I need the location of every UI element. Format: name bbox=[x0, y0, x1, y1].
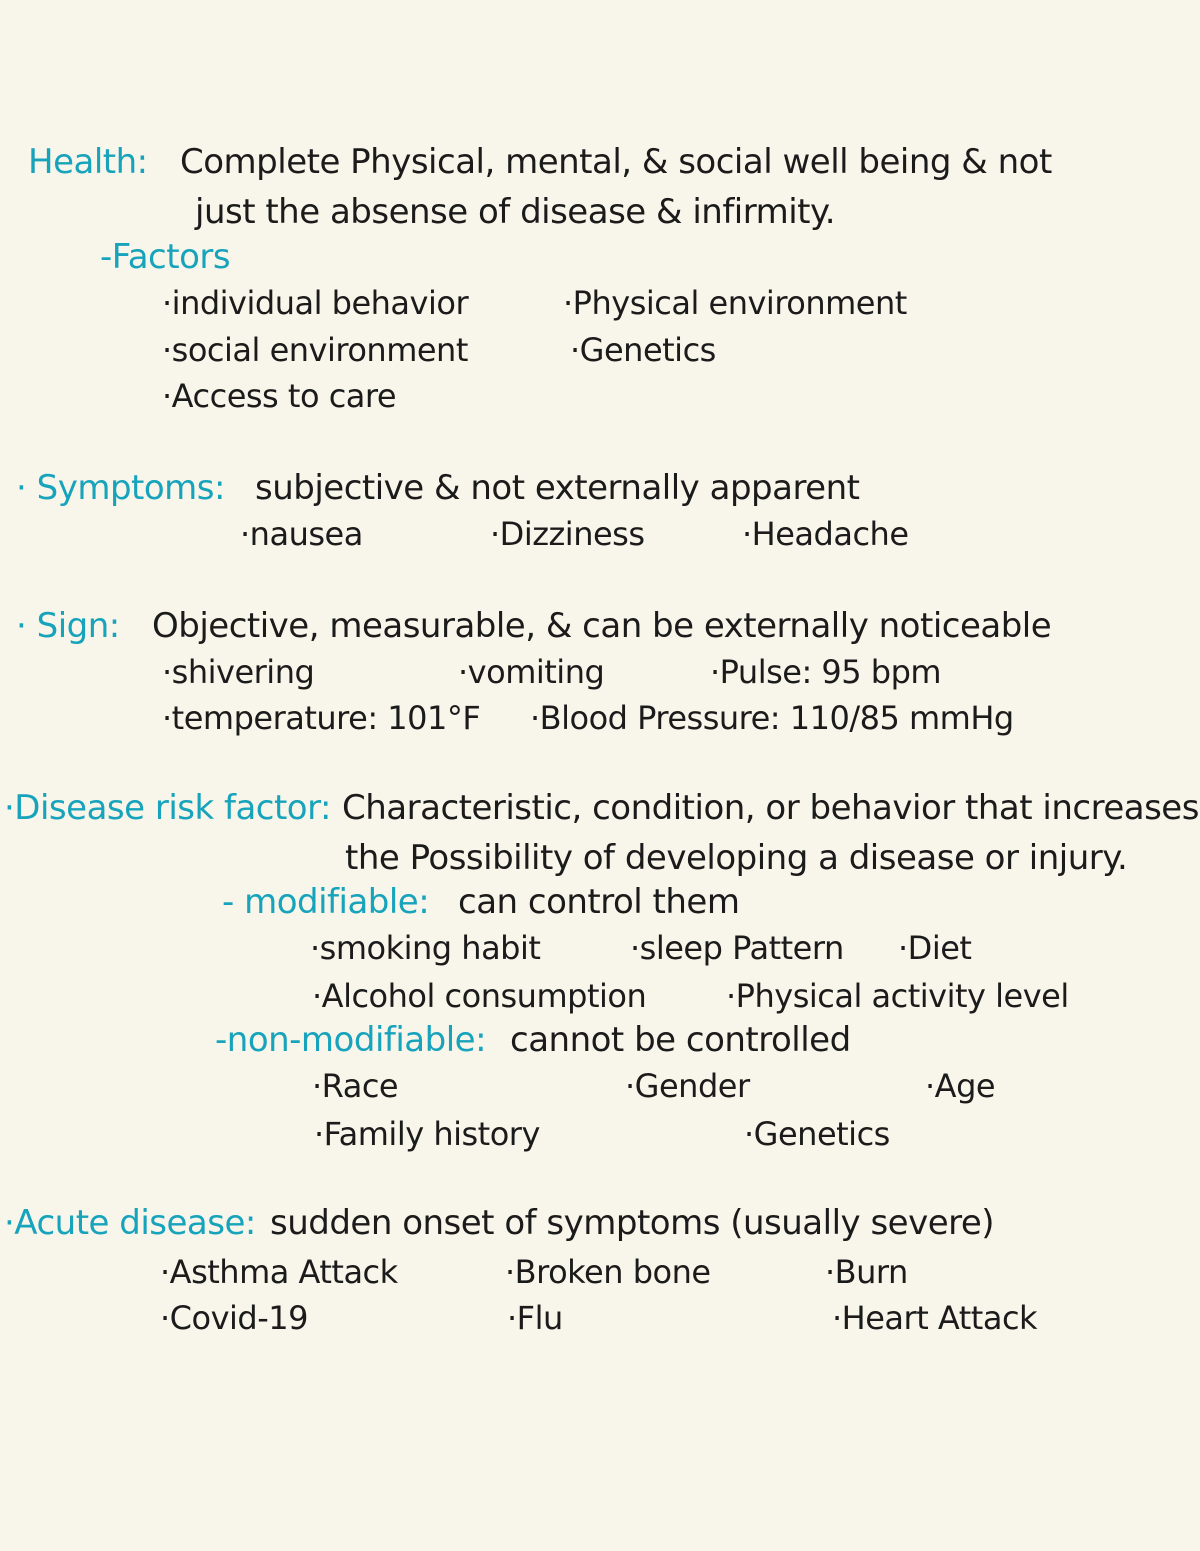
health-factor-item: ·Access to care bbox=[162, 377, 397, 415]
health-factor-item: ·social environment bbox=[162, 331, 468, 369]
health-definition-line1: Complete Physical, mental, & social well being & not bbox=[180, 142, 1052, 182]
sign-example: ·temperature: 101°F bbox=[162, 699, 481, 737]
modifiable-example: ·Alcohol consumption bbox=[312, 977, 647, 1015]
sign-example: ·vomiting bbox=[458, 653, 605, 691]
acute-disease-example: ·Burn bbox=[825, 1253, 908, 1291]
non-modifiable-example: ·Gender bbox=[625, 1067, 750, 1105]
symptom-example: ·nausea bbox=[240, 515, 363, 553]
non-modifiable-label: -non-modifiable: bbox=[215, 1020, 487, 1060]
acute-disease-example: ·Asthma Attack bbox=[160, 1253, 398, 1291]
sign-example: ·Pulse: 95 bpm bbox=[710, 653, 942, 691]
acute-disease-term: ·Acute disease: bbox=[4, 1203, 256, 1243]
risk-factor-term: ·Disease risk factor: bbox=[4, 788, 331, 828]
health-term: Health: bbox=[28, 142, 148, 182]
health-factor-item: ·individual behavior bbox=[162, 284, 469, 322]
health-factors-label: -Factors bbox=[100, 237, 231, 277]
modifiable-example: ·Physical activity level bbox=[726, 977, 1069, 1015]
non-modifiable-example: ·Race bbox=[312, 1067, 399, 1105]
symptoms-term: · Symptoms: bbox=[16, 468, 225, 508]
sign-term: · Sign: bbox=[16, 606, 120, 646]
risk-factor-definition-line2: the Possibility of developing a disease or injury. bbox=[345, 838, 1128, 878]
symptom-example: ·Headache bbox=[742, 515, 909, 553]
acute-disease-example: ·Broken bone bbox=[505, 1253, 711, 1291]
symptom-example: ·Dizziness bbox=[490, 515, 645, 553]
modifiable-example: ·Diet bbox=[898, 929, 972, 967]
sign-example: ·shivering bbox=[162, 653, 315, 691]
non-modifiable-example: ·Age bbox=[925, 1067, 996, 1105]
non-modifiable-example: ·Genetics bbox=[744, 1115, 890, 1153]
non-modifiable-example: ·Family history bbox=[314, 1115, 540, 1153]
modifiable-example: ·smoking habit bbox=[310, 929, 541, 967]
acute-disease-example: ·Heart Attack bbox=[832, 1299, 1038, 1337]
sign-definition: Objective, measurable, & can be externally noticeable bbox=[152, 606, 1052, 646]
modifiable-example: ·sleep Pattern bbox=[630, 929, 844, 967]
modifiable-label: - modifiable: bbox=[222, 882, 430, 922]
acute-disease-example: ·Covid-19 bbox=[160, 1299, 308, 1337]
modifiable-definition: can control them bbox=[458, 882, 740, 922]
health-definition-line2: just the absense of disease & infirmity. bbox=[195, 192, 836, 232]
sign-example: ·Blood Pressure: 110/85 mmHg bbox=[530, 699, 1014, 737]
risk-factor-definition-line1: Characteristic, condition, or behavior that increases bbox=[342, 788, 1199, 828]
health-factor-item: ·Genetics bbox=[570, 331, 716, 369]
acute-disease-example: ·Flu bbox=[507, 1299, 563, 1337]
non-modifiable-definition: cannot be controlled bbox=[510, 1020, 851, 1060]
health-factor-item: ·Physical environment bbox=[563, 284, 907, 322]
symptoms-definition: subjective & not externally apparent bbox=[255, 468, 860, 508]
acute-disease-definition: sudden onset of symptoms (usually severe) bbox=[270, 1203, 995, 1243]
